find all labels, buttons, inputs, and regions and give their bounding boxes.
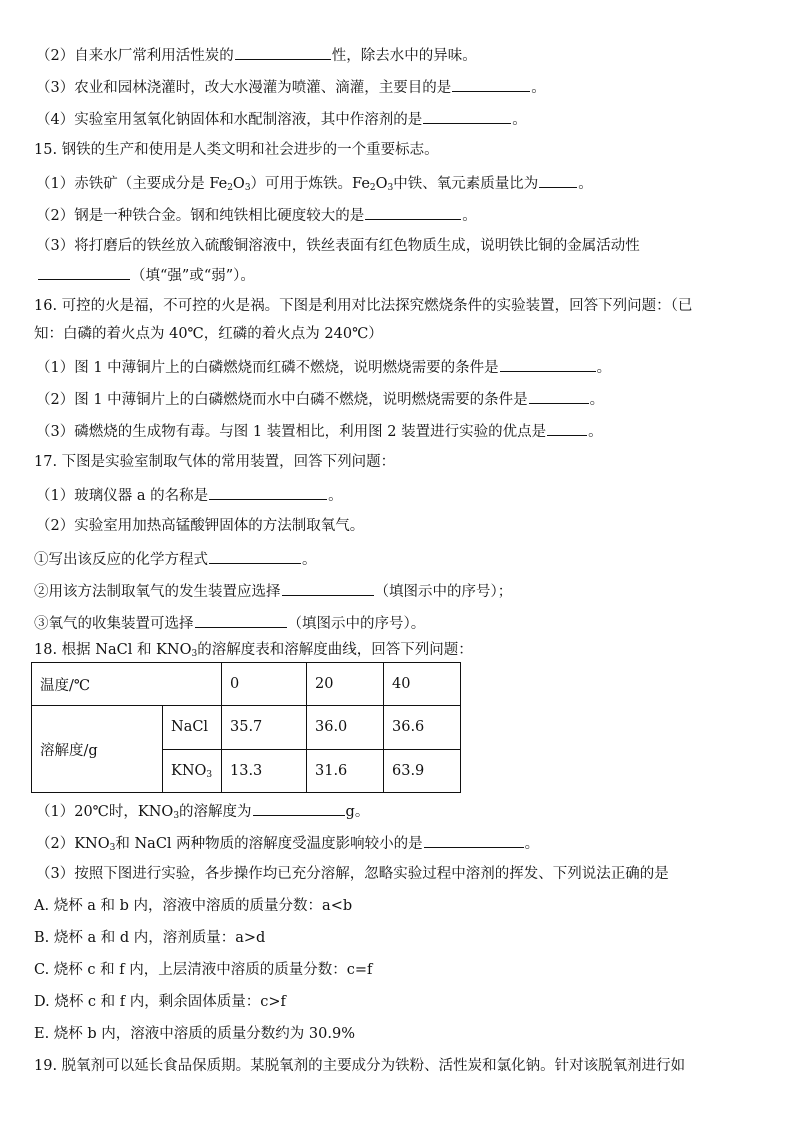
answer-blank[interactable] <box>253 800 345 816</box>
option-d: D. 烧杯 c 和 f 内，剩余固体质量：c>f <box>34 994 286 1010</box>
q18-part3: （3）按照下图进行实验，各步操作均已充分溶解，忽略实验过程中溶剂的挥发、下列说法正确的是 <box>36 866 669 882</box>
table-cell: 31.6 <box>307 749 384 793</box>
answer-blank[interactable] <box>209 548 301 564</box>
answer-blank[interactable] <box>195 612 287 628</box>
solubility-table <box>31 662 461 793</box>
q15-stem: 15. 钢铁的生产和使用是人类文明和社会进步的一个重要标志。 <box>34 142 439 158</box>
q17-part2: （2）实验室用加热高锰酸钾固体的方法制取氧气。 <box>36 518 365 534</box>
table-header-solubility: 溶解度/g <box>32 706 163 793</box>
q17-part1: （1）玻璃仪器 a 的名称是 。 <box>36 484 760 506</box>
q15-part3-line1: （3）将打磨后的铁丝放入硫酸铜溶液中，铁丝表面有红色物质生成，说明铁比铜的金属活动性 <box>36 238 640 254</box>
table-row <box>32 663 461 706</box>
q14-part4: （4）实验室用氢氧化钠固体和水配制溶液，其中作溶剂的是 。 <box>36 108 760 130</box>
q17-sub1: ①写出该反应的化学方程式 。 <box>34 548 760 570</box>
q14-part3: （3）农业和园林浇灌时，改大水漫灌为喷灌、滴灌，主要目的是 。 <box>36 76 760 98</box>
table-cell: 13.3 <box>222 749 307 793</box>
answer-blank[interactable] <box>547 420 587 436</box>
table-cell: 36.6 <box>384 706 461 750</box>
table-cell: 35.7 <box>222 706 307 750</box>
answer-blank[interactable] <box>539 172 577 188</box>
table-label-nacl: NaCl <box>163 706 222 750</box>
option-e: E. 烧杯 b 内，溶液中溶质的质量分数约为 30.9% <box>34 1026 355 1042</box>
table-cell: 40 <box>384 663 461 706</box>
answer-blank[interactable] <box>282 580 374 596</box>
q15-part3-line2: （填“强”或“弱”）。 <box>34 264 760 286</box>
option-a: A. 烧杯 a 和 b 内，溶液中溶质的质量分数：a<b <box>34 898 353 914</box>
option-b: B. 烧杯 a 和 d 内，溶剂质量：a>d <box>34 930 266 946</box>
answer-blank[interactable] <box>235 44 331 60</box>
answer-blank[interactable] <box>529 388 589 404</box>
q14-part2: （2）自来水厂常利用活性炭的 性，除去水中的异味。 <box>36 44 760 66</box>
table-row <box>32 706 461 750</box>
q17-sub2: ②用该方法制取氧气的发生装置应选择 （填图示中的序号）； <box>34 580 760 602</box>
q18-part1: （1）20℃时，$KNO_3$的溶解度为 g。 <box>36 800 760 822</box>
table-cell: 36.0 <box>307 706 384 750</box>
answer-blank[interactable] <box>365 204 461 220</box>
q16-stem-line1: 16. 可控的火是福，不可控的火是祸。下图是利用对比法探究燃烧条件的实验装置，回答下列问题：（已 <box>34 298 693 314</box>
table-cell: 20 <box>307 663 384 706</box>
answer-blank[interactable] <box>452 76 530 92</box>
table-cell: 0 <box>222 663 307 706</box>
answer-blank[interactable] <box>209 484 327 500</box>
q15-part1: （1）赤铁矿（主要成分是 $Fe_2O_3$）可用于炼铁。$Fe_2O_3$中铁、氧元素质量比为 。 <box>36 172 760 194</box>
answer-blank[interactable] <box>38 264 130 280</box>
q16-part1: （1）图 1 中薄铜片上的白磷燃烧而红磷不燃烧，说明燃烧需要的条件是 。 <box>36 356 760 378</box>
answer-blank[interactable] <box>424 832 524 848</box>
table-header-temp: 温度/℃ <box>32 663 222 706</box>
q18-part2: $(2)KNO_3$和 NaCl 两种物质的溶解度受温度影响较小的是 。 <box>36 832 760 854</box>
q18-stem: 18. 根据 NaCl 和 $KNO_3$的溶解度表和溶解度曲线，回答下列问题： <box>34 642 473 659</box>
q15-part2: （2）钢是一种铁合金。钢和纯铁相比硬度较大的是 。 <box>36 204 760 226</box>
q17-sub3: ③氧气的收集装置可选择 （填图示中的序号）。 <box>34 612 760 634</box>
table-label-kno3: $KNO_3$ <box>163 749 222 793</box>
answer-blank[interactable] <box>423 108 511 124</box>
q16-part2: （2）图 1 中薄铜片上的白磷燃烧而水中白磷不燃烧，说明燃烧需要的条件是 。 <box>36 388 760 410</box>
q16-part3: （3）磷燃烧的生成物有毒。与图 1 装置相比，利用图 2 装置进行实验的优点是 。 <box>36 420 760 442</box>
table-cell: 63.9 <box>384 749 461 793</box>
q16-stem-line2: 知：白磷的着火点为 40℃，红磷的着火点为 240℃） <box>34 326 383 342</box>
answer-blank[interactable] <box>500 356 596 372</box>
q19-stem: 19. 脱氧剂可以延长食品保质期。某脱氧剂的主要成分为铁粉、活性炭和氯化钠。针对该脱氧剂进行如 <box>34 1058 686 1074</box>
option-c: C. 烧杯 c 和 f 内，上层清液中溶质的质量分数：c=f <box>34 962 373 978</box>
q17-stem: 17. 下图是实验室制取气体的常用装置，回答下列问题： <box>34 454 396 470</box>
